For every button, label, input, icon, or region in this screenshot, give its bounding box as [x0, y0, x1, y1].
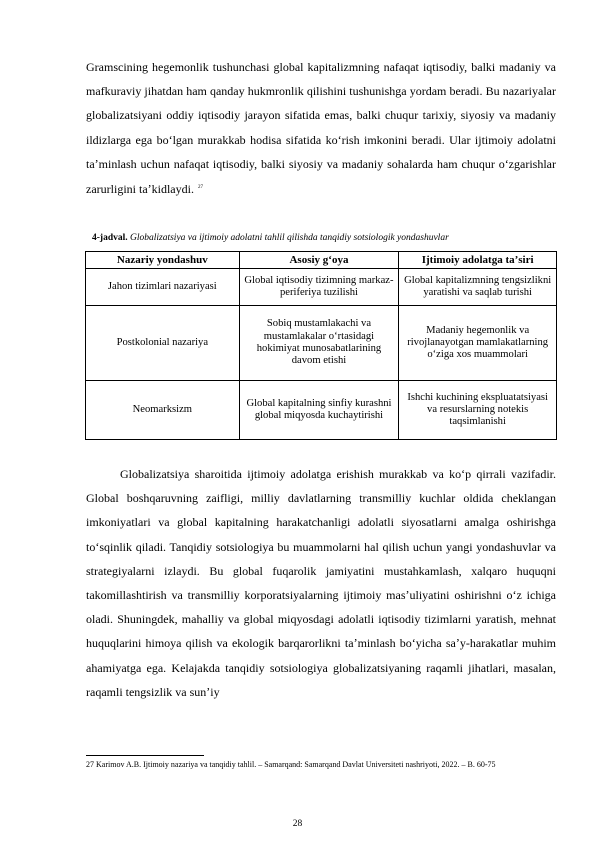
table-caption-number: 4-jadval. — [92, 233, 128, 243]
table-header-cell: Asosiy gʻoya — [239, 252, 399, 269]
table-cell: Global iqtisodiy tizimning markaz-periferiya tuzilishi — [239, 269, 399, 306]
table-row — [86, 269, 557, 306]
table-cell: Madaniy hegemonlik va rivojlanayotgan mamlakatlarning oʻziga xos muammolari — [399, 306, 557, 381]
table-cell: Sobiq mustamlakachi va mustamlakalar oʻrtasidagi hokimiyat munosabatlarining davom etishi — [239, 306, 399, 381]
table-cell: Global kapitalizmning tengsizlikni yaratishi va saqlab turishi — [399, 269, 557, 306]
table-row — [86, 381, 557, 440]
table-cell: Postkolonial nazariya — [86, 306, 240, 381]
footnote-divider — [86, 755, 204, 756]
page-number: 28 — [292, 819, 303, 829]
table-caption — [92, 233, 562, 243]
approaches-table — [85, 251, 557, 440]
footnote: 27 Karimov A.B. Ijtimoiy nazariya va tanqidiy tahlil. – Samarqand: Samarqand Davlat Universiteti nashriyoti, 2022. – B. 60-75 — [86, 760, 496, 769]
table-row — [86, 306, 557, 381]
table-cell: Jahon tizimlari nazariyasi — [86, 269, 240, 306]
table-caption-title: Globalizatsiya va ijtimoiy adolatni tahlil qilishda tanqidiy sotsiologik yondashuvlar — [130, 233, 449, 243]
table-header-cell: Ijtimoiy adolatga taʼsiri — [399, 252, 557, 269]
footnote-reference[interactable]: 27 — [197, 185, 203, 191]
table-header-row — [86, 252, 557, 269]
table-cell: Ishchi kuchining ekspluatatsiyasi va resurslarning notekis taqsimlanishi — [399, 381, 557, 440]
paragraph-1-text: Gramscining hegemonlik tushunchasi global kapitalizmning nafaqat iqtisodiy, balki madaniy va mafkuraviy jihatdan ham qanday hukmronlik qilishini tushunishga yordam beradi. Bu nazariyalar globalizatsiyani oddiy iqtisodiy jarayon sifatida emas, balki chuqur tarixiy, siyosiy va madaniy ildizlarga ega boʻlgan murakkab hodisa sifatida koʻrish imkonini beradi. Ular ijtimoiy adolatni taʼminlash uchun nafaqat iqtisodiy, balki siyosiy va madaniy sohalarda ham chuqur oʻzgarishlar zarurligini taʼkidlaydi. — [86, 60, 556, 197]
table-cell: Global kapitalning sinfiy kurashni global miqyosda kuchaytirishi — [239, 381, 399, 440]
table-header-cell: Nazariy yondashuv — [86, 252, 240, 269]
table-cell: Neomarksizm — [86, 381, 240, 440]
body-paragraph-2: Globalizatsiya sharoitida ijtimoiy adolatga erishish murakkab va koʻp qirrali vazifadir. Global boshqaruvning zaifligi, milliy davlatlarning transmilliy kuchlar oldida cheklangan imkoniyatlari va global kapitalning harakatchanligi adolatli siyosatlarni amalga oshirishga toʻsqinlik qiladi. Tanqidiy sotsiologiya bu muammolarni hal qilish uchun yangi yondashuvlar va strategiyalarni izlaydi. Bu global fuqarolik jamiyatini mustahkamlash, xalqaro huquqni takomillashtirish va transmilliy korporatsiyalarning ijtimoiy masʼuliyatini oshirishni oʻz ichiga oladi. Shuningdek, mahalliy va global miqyosdagi adolatli iqtisodiy tizimlarni yaratish, mehnat huquqlarini himoya qilish va ekologik barqarorlikni taʼminlash boʻyicha saʼy-harakatlar muhim ahamiyatga ega. Kelajakda tanqidiy sotsiologiya globalizatsiyaning raqamli jihatlari, masalan, raqamli tengsizlik va sunʼiy — [86, 467, 556, 699]
body-paragraph-1 — [86, 55, 556, 201]
